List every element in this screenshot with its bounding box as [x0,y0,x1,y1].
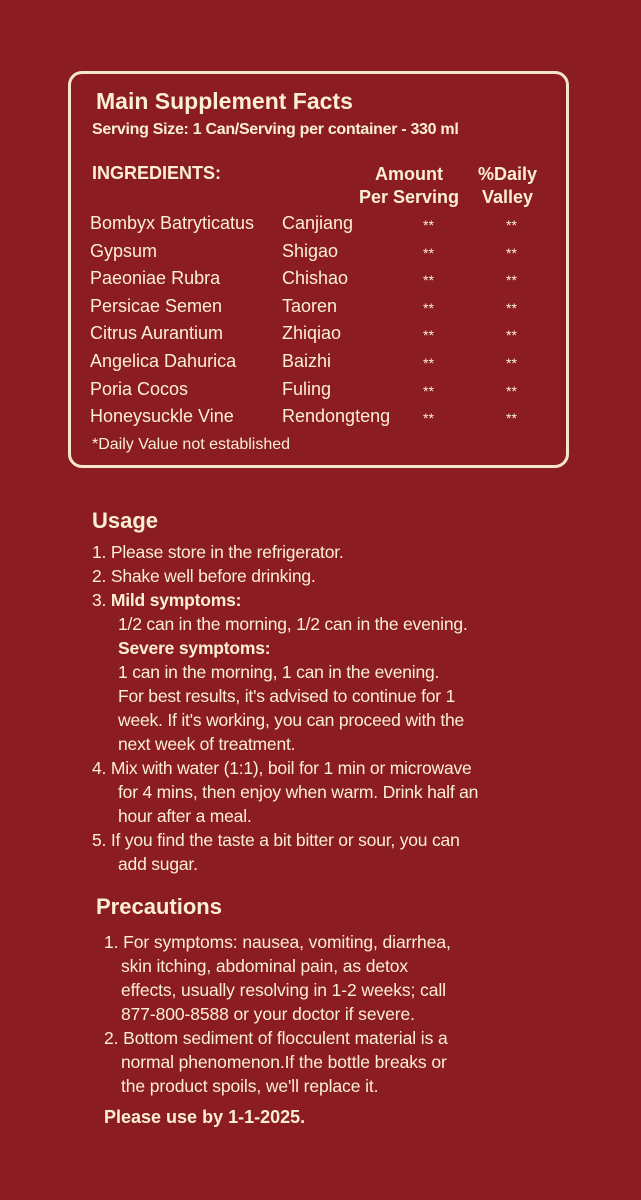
ingredient-pinyin: Fuling [282,378,332,399]
table-row [90,296,560,324]
ingredient-amount: ** [423,299,434,316]
usage-line: 1/2 can in the morning, 1/2 can in the evening. [118,614,468,634]
table-row [90,379,560,407]
serving-size: Serving Size: 1 Can/Serving per container - 330 ml [92,121,459,138]
ingredient-daily: ** [506,244,517,261]
daily-header-line2: Valley [481,187,534,207]
ingredient-amount: ** [423,354,434,371]
precaution-line: skin itching, abdominal pain, as detox [121,956,409,976]
ingredient-pinyin: Zhiqiao [282,323,342,344]
usage-line: for 4 mins, then enjoy when warm. Drink half an [118,782,479,802]
usage-line [92,588,572,612]
ingredient-daily: ** [506,382,517,399]
ingredient-pinyin: Baizhi [282,350,332,371]
ingredient-latin: Persicae Semen [90,295,223,316]
usage-line [92,636,572,660]
ingredient-amount: ** [423,410,434,427]
ingredient-amount: ** [423,217,434,233]
ingredient-pinyin: Chishao [282,268,349,289]
usage-line: week. If it's working, you can proceed with the [118,710,465,730]
usage-line: For best results, it's advised to continue for 1 [118,686,456,706]
use-by-date: Please use by 1-1-2025. [104,1107,306,1127]
table-row [90,351,560,379]
usage-line: 4. Mix with water (1:1), boil for 1 min or microwave [92,758,472,778]
ingredient-pinyin: Rendongteng [282,406,391,427]
ingredient-amount: ** [423,382,434,399]
severe-symptoms-label: Severe symptoms: [118,638,271,658]
usage-line: 5. If you find the taste a bit bitter or sour, you can [92,830,460,850]
precaution-line: effects, usually resolving in 1-2 weeks; call [121,980,446,1000]
ingredient-latin: Citrus Aurantium [90,323,224,344]
ingredients-header: INGREDIENTS: [92,163,222,183]
ingredient-daily: ** [506,410,517,427]
usage-heading: Usage [92,508,159,533]
precaution-line: 2. Bottom sediment of flocculent material is a [104,1028,448,1048]
ingredient-pinyin: Shigao [282,240,339,261]
ingredient-latin: Paeoniae Rubra [90,268,221,289]
ingredient-latin: Bombyx Batryticatus [90,213,255,233]
ingredient-amount: ** [423,327,434,344]
mild-symptoms-label: Mild symptoms: [110,590,242,610]
ingredient-daily: ** [506,217,517,233]
ingredient-amount: ** [423,272,434,289]
usage-line: 2. Shake well before drinking. [92,566,316,586]
amount-header-line2: Per Serving [359,187,460,207]
usage-line: 1 can in the morning, 1 can in the evening. [118,662,440,682]
usage-number: 3. [92,590,111,610]
ingredient-latin: Gypsum [90,240,158,261]
supplement-facts-panel [68,71,569,468]
ingredient-daily: ** [506,354,517,371]
ingredients-table [90,213,560,434]
daily-value-footnote: *Daily Value not established [92,436,291,453]
usage-instructions [92,540,572,876]
amount-header [359,163,459,209]
ingredient-daily: ** [506,272,517,289]
precautions-heading: Precautions [96,894,222,919]
amount-header-line1: Amount [375,164,444,184]
usage-line: add sugar. [118,854,198,874]
ingredient-latin: Poria Cocos [90,378,189,399]
ingredient-amount: ** [423,244,434,261]
ingredient-pinyin: Canjiang [282,213,354,233]
ingredient-pinyin: Taoren [282,295,338,316]
table-row [90,323,560,351]
usage-line: next week of treatment. [118,734,296,754]
ingredient-daily: ** [506,327,517,344]
facts-title: Main Supplement Facts [96,88,353,114]
table-row [90,268,560,296]
usage-line: 1. Please store in the refrigerator. [92,542,344,562]
table-row [90,241,560,269]
precaution-line: the product spoils, we'll replace it. [121,1076,379,1096]
ingredient-latin: Angelica Dahurica [90,350,237,371]
precaution-line: 1. For symptoms: nausea, vomiting, diarrhea, [104,932,451,952]
precautions-list [104,930,574,1098]
table-row [90,406,560,434]
daily-header [478,163,537,209]
precaution-line: normal phenomenon.If the bottle breaks or [121,1052,447,1072]
daily-header-line1: %Daily [478,164,538,184]
table-row [90,213,560,241]
ingredient-latin: Honeysuckle Vine [90,406,234,427]
usage-line: hour after a meal. [118,806,252,826]
ingredient-daily: ** [506,299,517,316]
precaution-line: 877-800-8588 or your doctor if severe. [121,1004,415,1024]
